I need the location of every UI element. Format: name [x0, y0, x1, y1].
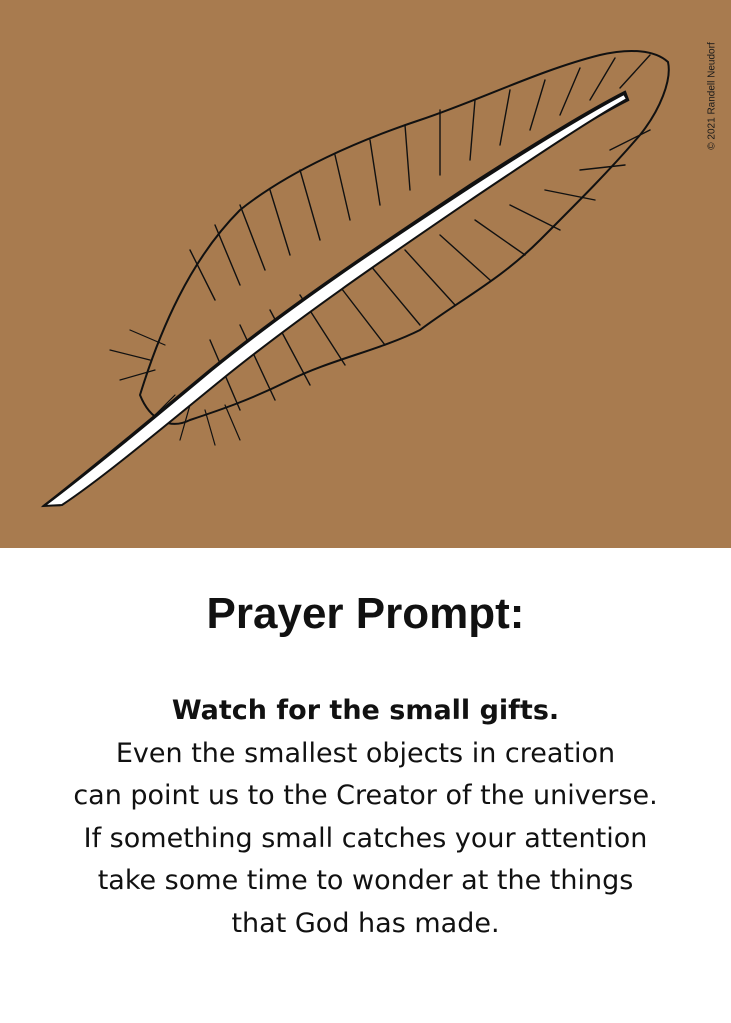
prompt-line: take some time to wonder at the things [97, 865, 634, 896]
page-title: Prayer Prompt: [206, 589, 525, 638]
prompt-line: Even the smallest objects in creation [115, 737, 616, 769]
copyright-notice: © 2021 Randell Neudorf [706, 42, 718, 150]
prompt-line: can point us to the Creator of the universe. [73, 780, 658, 811]
prompt-line: If something small catches your attention [83, 822, 648, 854]
prompt-text [0, 690, 731, 945]
prompt-line: that God has made. [231, 907, 500, 939]
prompt-lead: Watch for the small gifts. [171, 695, 560, 726]
